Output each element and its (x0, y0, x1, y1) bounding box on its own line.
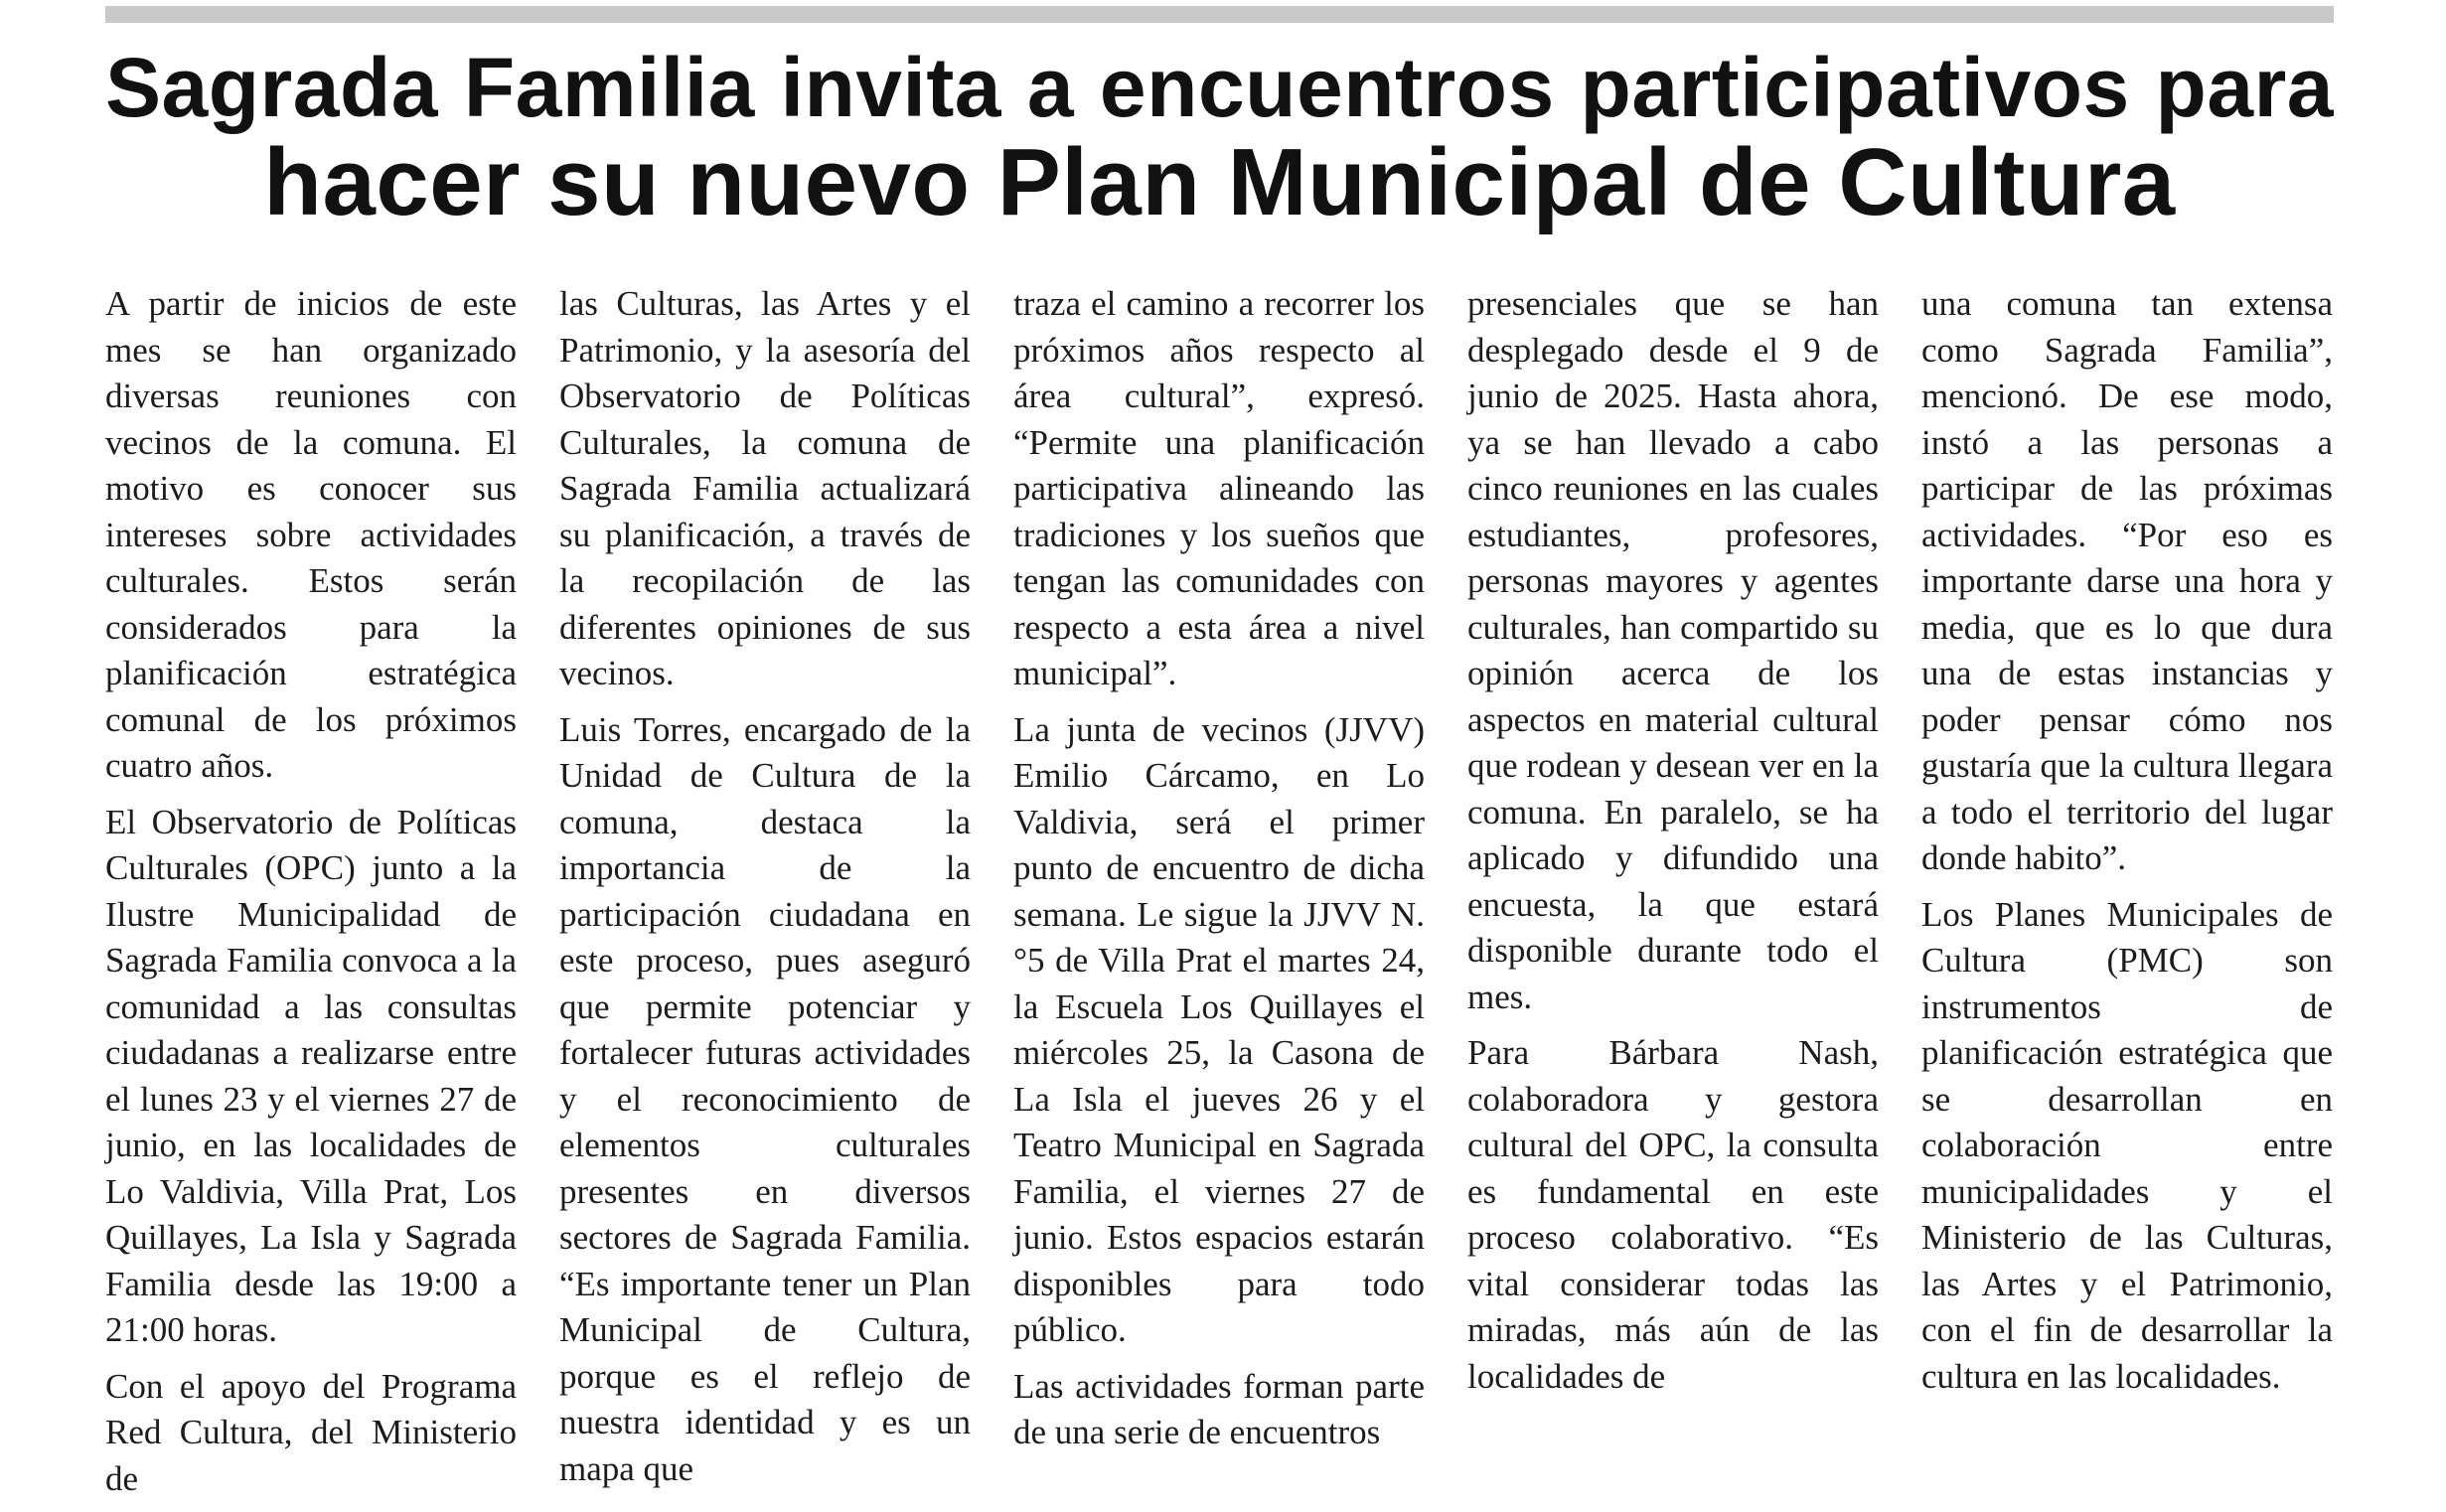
article-body (105, 281, 2336, 1498)
paragraph: La junta de vecinos (JJVV) Emilio Cárcamo, en Lo Valdivia, será el primer punto de encuentro de dicha semana. Le sigue la JJVV N.°5 de Villa Prat el martes 24, la Escuela Los Quillayes el miércoles 25, la Casona de La Isla el jueves 26 y el Teatro Municipal en Sagrada Familia, el viernes 27 de junio. Estos espacios estarán disponibles para todo público. (1013, 709, 1425, 1349)
paragraph: una comuna tan extensa como Sagrada Familia”, mencionó. De ese modo, instó a las personas a participar de las próximas actividades. “Por eso es importante darse una hora y media, que es lo que dura una de estas instancias y poder pensar cómo nos gustaría que la cultura llegara a todo el territorio del lugar donde habito”. (1921, 284, 2333, 877)
column-2 (559, 281, 971, 1512)
column-3 (1013, 281, 1425, 1512)
headline-line-1: Sagrada Familia invita a encuentros participativos para (105, 41, 2334, 134)
paragraph: Con el apoyo del Programa Red Cultura, del Ministerio de (105, 1366, 517, 1498)
paragraph: Luis Torres, encargado de la Unidad de Cultura de la comuna, destaca la importancia de la participación ciudadana en este proceso, pues aseguró que permite potenciar y fortalecer futuras actividades y el reconocimiento de elementos culturales presentes en diversos sectores de Sagrada Familia. “Es importante tener un Plan Municipal de Cultura, porque es el reflejo de nuestra identidad y es un mapa que (559, 709, 971, 1488)
headline (105, 40, 2334, 235)
paragraph: Las actividades forman parte de una serie de encuentros (1013, 1366, 1425, 1451)
paragraph: A partir de inicios de este mes se han organizado diversas reuniones con vecinos de la comuna. El motivo es conocer sus intereses sobre actividades culturales. Estos serán considerados para la planificación estratégica comunal de los próximos cuatro años. (105, 284, 517, 785)
paragraph: Para Bárbara Nash, colaboradora y gestora cultural del OPC, la consulta es fundamental en este proceso colaborativo. “Es vital considerar todas las miradas, más aún de las localidades de (1467, 1033, 1879, 1396)
column-4 (1467, 281, 1879, 1512)
paragraph: traza el camino a recorrer los próximos años respecto al área cultural”, expresó. “Permite una planificación participativa alineando las tradiciones y los sueños que tengan las comunidades con respecto a esta área a nivel municipal”. (1013, 284, 1425, 692)
paragraph: Los Planes Municipales de Cultura (PMC) son instrumentos de planificación estratégica que se desarrollan en colaboración entre municipalidades y el Ministerio de las Culturas, las Artes y el Patrimonio, con el fin de desarrollar la cultura en las localidades. (1921, 894, 2333, 1396)
paragraph: presenciales que se han desplegado desde el 9 de junio de 2025. Hasta ahora, ya se han llevado a cabo cinco reuniones en las cuales estudiantes, profesores, personas mayores y agentes culturales, han compartido su opinión acerca de los aspectos en material cultural que rodean y desean ver en la comuna. En paralelo, se ha aplicado y difundido una encuesta, la que estará disponible durante todo el mes. (1467, 284, 1879, 1016)
paragraph: El Observatorio de Políticas Culturales (OPC) junto a la Ilustre Municipalidad de Sagrada Familia convoca a la comunidad a las consultas ciudadanas a realizarse entre el lunes 23 y el viernes 27 de junio, en las localidades de Lo Valdivia, Villa Prat, Los Quillayes, La Isla y Sagrada Familia desde las 19:00 a 21:00 horas. (105, 802, 517, 1349)
top-rule (105, 6, 2334, 23)
headline-line-2: hacer su nuevo Plan Municipal de Cultura (263, 129, 2176, 235)
column-5 (1921, 281, 2333, 1512)
column-1 (105, 281, 517, 1512)
paragraph: las Culturas, las Artes y el Patrimonio, y la asesoría del Observatorio de Políticas Culturales, la comuna de Sagrada Familia actualizará su planificación, a través de la recopilación de las diferentes opiniones de sus vecinos. (559, 284, 971, 692)
